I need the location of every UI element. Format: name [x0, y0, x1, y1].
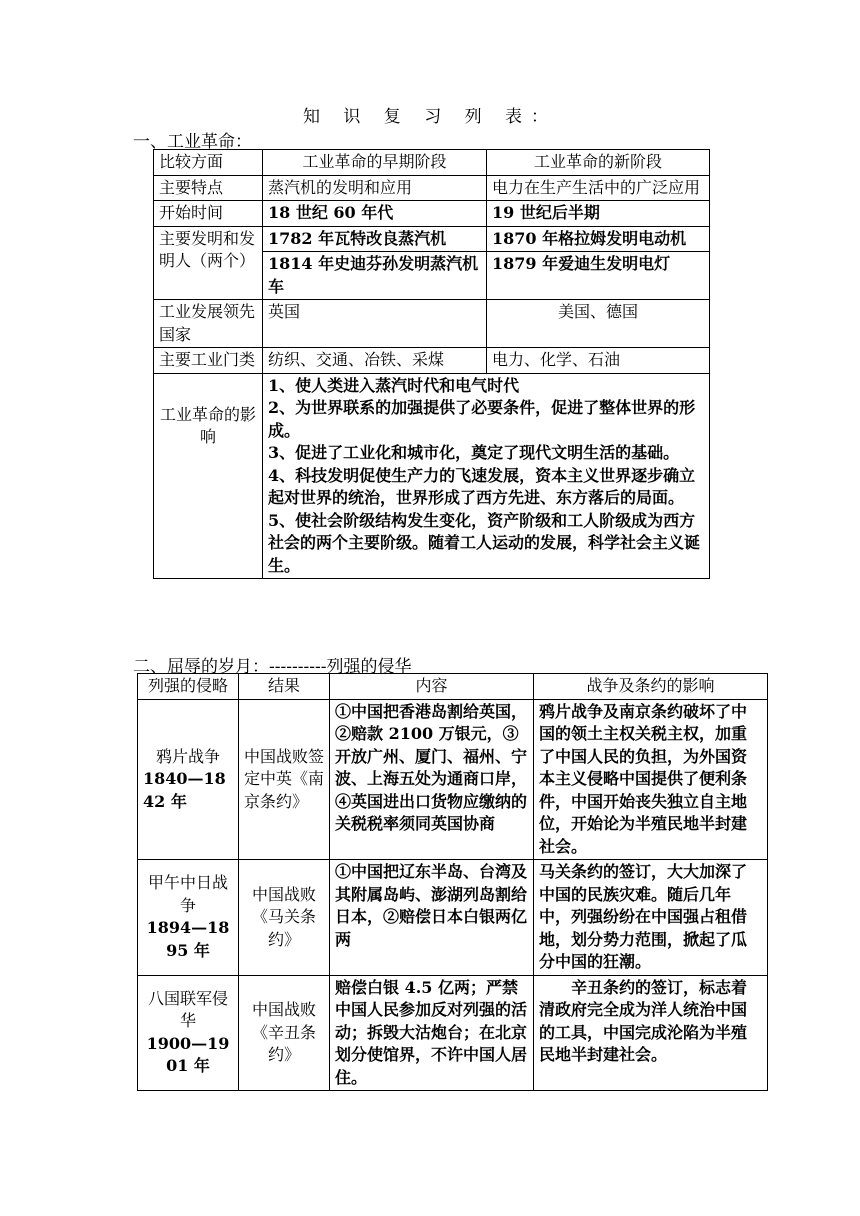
- war-cell: [138, 975, 239, 1091]
- impact-item: 3、促进了工业化和城市化，奠定了现代文明生活的基础。: [268, 443, 680, 462]
- table-cell: 英国: [263, 300, 487, 348]
- result-cell: 中国战败《辛丑条约》: [239, 975, 330, 1091]
- impact-cell: 鸦片战争及南京条约破坏了中国的领土主权关税主权，加重了中国人民的负担，为外国资本主义侵略中国提供了便利条件，中国开始丧失独立自主地位，开始论为半殖民地半封建社会。: [534, 699, 768, 860]
- war-years: 1900—1901 年: [146, 1033, 230, 1076]
- page-title: 知 识 复 习 列 表：: [302, 107, 558, 127]
- war-years: 1894—1895 年: [146, 918, 230, 960]
- header-cell: 比较方面: [154, 150, 263, 176]
- section2-heading: 二、屈辱的岁月：----------列强的侵华: [133, 657, 412, 677]
- table-row: [138, 860, 768, 976]
- header-cell: 内容: [330, 674, 534, 700]
- impact-cell: 马关条约的签订，大大加深了中国的民族灾难。随后几年中，列强纷纷在中国强占租借地，划分势力范围，掀起了瓜分中国的狂潮。: [534, 860, 768, 976]
- war-name: 八国联军侵华: [147, 988, 228, 1031]
- table-row: [138, 699, 768, 860]
- table-cell: 电力、化学、石油: [487, 348, 710, 374]
- impact-item: 5、使社会阶级结构发生变化，资产阶级和工人阶级成为西方社会的两个主要阶级。随着工人运动的发展，科学社会主义诞生。: [268, 510, 701, 575]
- war-name: 鸦片战争: [155, 746, 220, 766]
- table-cell: 美国、德国: [487, 300, 710, 348]
- industrial-revolution-table: [153, 149, 710, 579]
- impact-item: 2、为世界联系的加强提供了必要条件，促进了整体世界的形成。: [268, 398, 696, 440]
- content-cell: 赔偿白银 4.5 亿两；严禁中国人民参加反对列强的活动；拆毁大沽炮台；在北京划分使馆界，不许中国人居住。: [330, 975, 534, 1091]
- row-label: 工业革命的影响: [154, 373, 263, 579]
- table-row: [138, 674, 768, 700]
- impact-item: 1、使人类进入蒸汽时代和电气时代: [268, 375, 520, 395]
- row-label: 工业发展领先国家: [154, 300, 263, 348]
- table-row: [154, 201, 710, 227]
- header-cell: 工业革命的新阶段: [487, 150, 710, 176]
- impact-cell: 辛丑条约的签订，标志着清政府完全成为洋人统治中国的工具，中国完成沦陷为半殖民地半封建社会。: [534, 975, 768, 1091]
- content-cell: ①中国把香港岛割给英国，②赔款 2100 万银元，③开放广州、厦门、福州、宁波、上海五处为通商口岸，④英国进出口货物应缴纳的关税税率须同英国协商: [330, 699, 534, 860]
- content-cell: ①中国把辽东半岛、台湾及其附属岛屿、澎湖列岛割给日本，②赔偿日本白银两亿两: [330, 860, 534, 976]
- table-row: [154, 348, 710, 374]
- war-cell: [138, 699, 239, 860]
- table-cell: 电力在生产生活中的广泛应用: [487, 175, 710, 201]
- header-cell: 结果: [239, 674, 330, 700]
- row-label: 主要发明和发明人（两个）: [154, 226, 263, 300]
- war-cell: [138, 860, 239, 976]
- section1-heading: 一、工业革命：: [133, 132, 252, 152]
- table-cell: 18 世纪 60 年代: [263, 201, 487, 227]
- header-cell: 战争及条约的影响: [534, 674, 768, 700]
- row-label: 主要工业门类: [154, 348, 263, 374]
- row-label: 开始时间: [154, 201, 263, 227]
- foreign-invasion-table: [137, 673, 768, 1091]
- table-row: [154, 373, 710, 579]
- result-cell: 中国战败签定中英《南京条约》: [239, 699, 330, 860]
- war-name: 甲午中日战争: [147, 873, 228, 915]
- result-cell: 中国战败《马关条约》: [239, 860, 330, 976]
- table-row: [154, 300, 710, 348]
- table-cell: 1879 年爱迪生发明电灯: [487, 252, 710, 300]
- header-cell: 列强的侵略: [138, 674, 239, 700]
- row-label: 主要特点: [154, 175, 263, 201]
- war-years: 1840—1842 年: [143, 769, 226, 811]
- table-cell: 1782 年瓦特改良蒸汽机: [263, 226, 487, 252]
- header-cell: 工业革命的早期阶段: [263, 150, 487, 176]
- table-row: [154, 226, 710, 252]
- table-cell: 蒸汽机的发明和应用: [263, 175, 487, 201]
- table-row: [154, 150, 710, 176]
- table-row: [138, 975, 768, 1091]
- table-row: [154, 175, 710, 201]
- impact-item: 4、科技发明促使生产力的飞速发展，资本主义世界逐步确立起对世界的统治，世界形成了西方先进、东方落后的局面。: [268, 465, 696, 507]
- table-cell: 1870 年格拉姆发明电动机: [487, 226, 710, 252]
- impact-cell: [263, 373, 710, 579]
- table-cell: 19 世纪后半期: [487, 201, 710, 227]
- table-cell: 1814 年史迪芬孙发明蒸汽机车: [263, 252, 487, 300]
- table-cell: 纺织、交通、冶铁、采煤: [263, 348, 487, 374]
